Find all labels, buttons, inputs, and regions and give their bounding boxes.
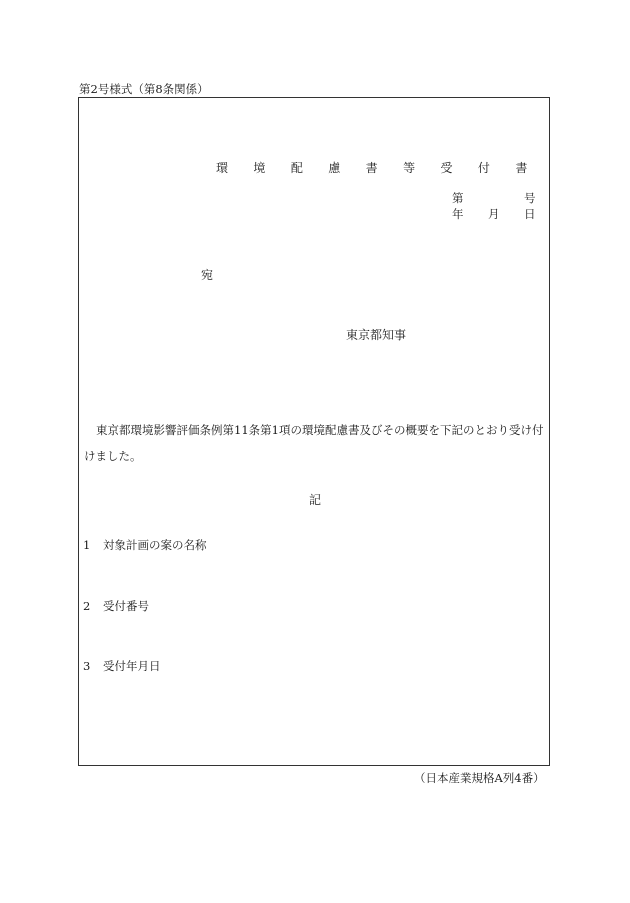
list-item (83, 598, 149, 614)
list-item (83, 658, 161, 674)
number-suffix: 号 (524, 191, 536, 205)
item-label: 受付年月日 (103, 659, 161, 673)
sender-name: 東京都知事 (346, 328, 407, 342)
addressee-label: 宛 (201, 268, 214, 282)
item-label: 受付番号 (103, 599, 149, 613)
item-number: 2 (83, 599, 91, 613)
list-item (83, 537, 207, 553)
paper-size-note: （日本産業規格A列4番） (414, 771, 545, 785)
document-title: 環 境 配 慮 書 等 受 付 書 (216, 161, 539, 175)
body-paragraph: 東京都環境影響評価条例第11条第1項の環境配慮書及びその概要を下記のとおり受け付けました。 (84, 423, 544, 463)
form-number-label: 第2号様式（第8条関係） (79, 82, 209, 96)
number-label: 第 (452, 191, 464, 205)
date-day-label: 日 (524, 207, 536, 221)
item-number: 1 (83, 538, 91, 552)
item-label: 対象計画の案の名称 (103, 538, 207, 552)
item-number: 3 (83, 659, 91, 673)
date-year-label: 年 (452, 207, 464, 221)
record-heading: 記 (309, 493, 322, 507)
date-month-label: 月 (488, 207, 500, 221)
